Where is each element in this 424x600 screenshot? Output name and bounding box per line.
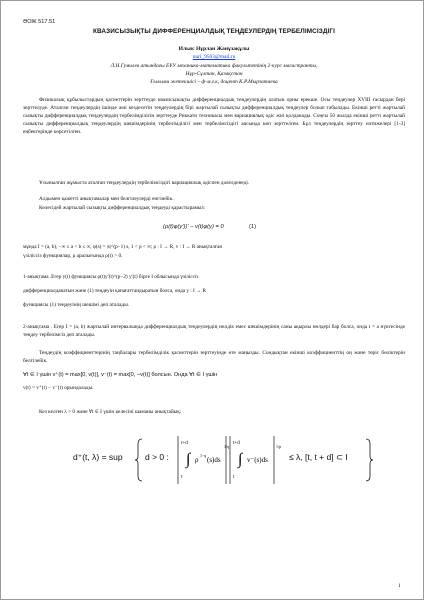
formula-rhs: ≤ λ, [t, t + d] ⊂ I [289,452,348,462]
svg-text:ρ: ρ [195,456,199,464]
equation-1: (ρ(t)φ(y′))′ − v(t)φ(y) = 0 [163,224,224,230]
affiliation-line-3: Ғылыми жетекшісі – ф-м.ғ.к, доцент К.Р.Мырзатаева [150,79,278,85]
equation-intro: Келесідей жартылай сызықты дифференциалдық теңдеуді қарастырамыз: [39,205,206,211]
svg-text:1/q: 1/q [224,444,230,449]
svg-text:∫: ∫ [238,451,243,468]
page-number: 1 [398,583,401,589]
svg-text:1/p: 1/p [276,444,282,449]
svg-text:∫: ∫ [186,451,191,468]
definition-1-line-1: 1-анықтама .Егер y(t) функциясы ρ(t)y′(t)^(p−2) y′(t) бірге I облысында үзіліссіз [23,274,199,280]
conditions-line-1: мұнда I = (a, b), −∞ ≤ a < b ≤ ∞, φ(s) = |s|^(p−1) s, 1 < p < ∞; ρ : I → R, v : I → R анықталған [23,244,223,250]
author-email-link[interactable]: nuri_9503@mail.ru [192,54,236,60]
formula-integrals [176,434,288,486]
svg-text:1−q: 1−q [200,453,207,458]
formula-brace-right [365,438,373,482]
formula-lhs: d⁺(t, λ) = sup [73,452,123,462]
quantity-intro: Кез келген λ > 0 және ∀t ∈ I үшін келесіні шаманы анықтайық: [39,409,182,415]
svg-text:t: t [233,475,235,480]
definition-1-line-2: дифференциалданатын және (1) теңдеуін қанағаттандыратын болса, онда y : I → R [23,288,206,294]
svg-text:t+d: t+d [233,441,240,446]
posneg-definition-line-2: v(t) = v⁺(t) − v⁻(t) орындалады. [23,385,94,391]
method-paragraph: Ұсынылған жұмыста аталған теңдеулердің тербелімсіздігі вариациялық әдіспен дәлелденеді. [39,180,250,186]
formula-body: d > 0 : [145,452,169,462]
formula-block [73,434,373,486]
svg-text:t: t [181,475,183,480]
author-email-wrap [23,54,405,60]
affiliation-line-2: Нұр-Сұлтан, Қазақстан [185,71,243,77]
paper-title: КВАЗИСЫЗЫҚТЫ ДИФФЕРЕНЦИАЛДЫҚ ТЕҢДЕУЛЕРДІҢ ТЕРБЕЛІМСІЗДІГІ [92,28,335,35]
author-name: Ильяс Нұрлан Жанұзақұлы [178,46,250,52]
affiliation-line-1: Л.Н.Гумилев атындағы ЕҰУ механика-математика факультетінің 2-курс магистранты, [110,63,318,69]
svg-text:t+d: t+d [181,441,188,446]
conditions-line-2: үзіліссіз функциялар, ρ аралығында ρ(t) > 0. [23,253,123,259]
intro-paragraph: Физикалық құбылыстардың қасиеттерін зерттеуде квазисызықты дифференциалдық теңдеулердің алатын орны ерекше. Осы теңдеулер XVIII ғасырдан бері зерттелуде. Аталған теңдеулердің ішінде жиі кездесетін теңдеулердің бірі жартылай сызықты дифференциалдық теңдеулер болып табылады. Екінші ретті жартылай сызықты дифференциалдық теңдеулердің тербелімділігін зерттеуде Риккати техникасы мен вариациялық әдіс жиі қолданады. Соңғы 50 жылда екінші ретті жартылай сызықты дифференциалдық теңдеулердің шешімдерінің тербелімділігі мен тербелімсіздігі аясында көп зерттелген. Бұл теңдеулердің зерттеу нәтижелері [1-3] еңбектерінде көрсетілген. [23,97,405,135]
svg-text:(s)ds: (s)ds [207,456,221,464]
coefficient-paragraph: Теңдеудің коэффициенттерінің таңбалары тербелімділік қасиеттерін зерттеуінде өте маңызды. Сондықтан екінші коэффициенттің оң және теріс бөліктерін белгілейік. [23,350,405,364]
definition-2: 2-анықтама . Егер I = (a, b) жартылай интервалында дифференциалдық теңдеулердің нөлдік емес шешімдерінің саны ақырлы нөлдері бар болса, онда t = a нүктесінде теңдеу тербелімсіз деп аталады. [23,324,405,338]
posneg-definition-line-1: ∀t ∈ I үшін v⁺(t) = max[0, v(t)], v⁻(t) = max[0, −v(t)] болсын. Онда ∀t ∈ I үшін [23,372,218,378]
udc-code: ӘОЖ 517.51 [23,19,56,25]
definitions-intro: Алдымен қажетті анықтамалар мен белгілеулерді енгізейік. [39,196,174,202]
formula-brace-left [135,438,143,482]
svg-text:v⁻(s)ds: v⁻(s)ds [247,456,268,464]
equation-1-number: (1) [249,224,257,230]
definition-1-line-3: функциясы (1) теңдеуінің шешімі деп аталады. [23,302,130,308]
